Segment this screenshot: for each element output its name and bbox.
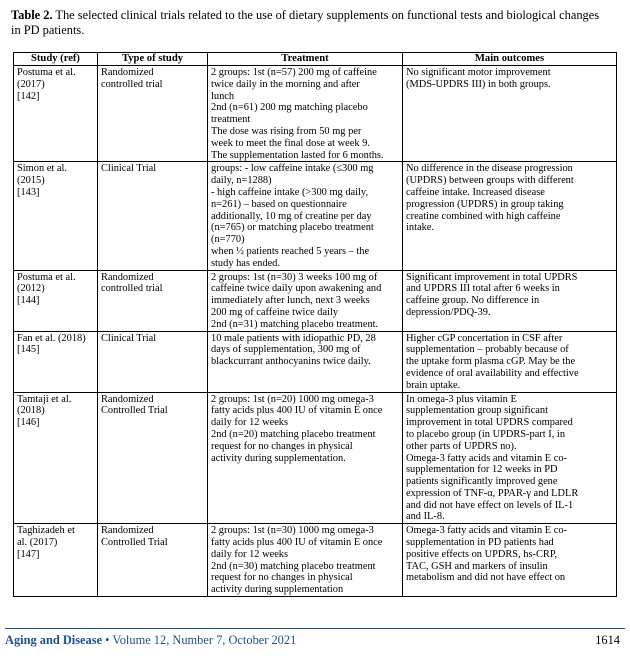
type-cell-line: Randomized [101, 393, 154, 405]
treatment-cell-line: daily for 12 weeks [211, 417, 289, 429]
outcomes-cell-line: and did not have effect on levels of IL-1 [406, 499, 574, 511]
study-cell [14, 524, 98, 597]
study-cell [14, 392, 98, 524]
type-cell-line: Randomized [101, 525, 154, 537]
type-cell [98, 392, 208, 524]
treatment-cell [208, 270, 403, 331]
treatment-cell-line: - high caffeine intake (>300 mg daily, [211, 186, 369, 198]
study-cell-line: [146] [17, 417, 40, 429]
outcomes-cell-line: expression of TNF-α, PPAR-γ and LDLR [406, 487, 579, 499]
outcomes-cell-line: positive effects on UPDRS, hs-CRP, [406, 548, 558, 560]
outcomes-cell-line: evidence of oral availability and effective [406, 367, 579, 379]
treatment-cell-line: caffeine twice daily upon awakening and [211, 283, 382, 295]
outcomes-cell-line: creatine combined with high caffeine [406, 210, 561, 222]
treatment-cell-line: daily, n=1288) [211, 175, 272, 187]
treatment-cell-line: 200 mg of caffeine twice daily [211, 306, 339, 318]
outcomes-cell-line: Omega-3 fatty acids and vitamin E co- [406, 525, 567, 537]
treatment-cell-line: twice daily in the morning and after [211, 78, 360, 90]
treatment-cell-line: blackcurrant anthocyanins twice daily. [211, 356, 371, 368]
study-cell-line: (2017) [17, 78, 45, 90]
treatment-cell-line: 2 groups: 1st (n=20) 1000 mg omega-3 [211, 393, 374, 405]
treatment-cell-line: study has ended. [211, 257, 280, 269]
outcomes-cell-line: the uptake form plasma cGP. May be the [406, 356, 576, 368]
outcomes-cell [403, 392, 617, 524]
journal-name: Aging and Disease [5, 633, 103, 647]
type-cell [98, 331, 208, 392]
type-cell-line: Controlled Trial [101, 537, 168, 549]
treatment-cell [208, 392, 403, 524]
treatment-cell-line: treatment [211, 114, 251, 126]
treatment-cell-line: fatty acids plus 400 IU of vitamin E once [211, 537, 383, 549]
study-cell-line: [145] [17, 344, 40, 356]
study-cell-line: Tamtaji et al. [17, 393, 72, 405]
outcomes-cell-line: and UPDRS III total after 6 weeks in [406, 283, 560, 295]
outcomes-cell-line: (UPDRS) between groups with different [406, 175, 574, 187]
table-row [14, 270, 617, 331]
type-cell [98, 162, 208, 270]
treatment-cell-line: daily for 12 weeks [211, 548, 289, 560]
study-cell-line: (2015) [17, 175, 45, 187]
treatment-cell-line: when ½ patients reached 5 years – the [211, 245, 370, 257]
outcomes-cell-line: improvement in total UPDRS compared [406, 417, 573, 429]
outcomes-cell-line: caffeine intake. Increased disease [406, 186, 545, 198]
type-cell-line: controlled trial [101, 78, 163, 90]
outcomes-cell-line: depression/PDQ-39. [406, 306, 491, 318]
study-cell-line: Taghizadeh et [17, 525, 75, 537]
outcomes-cell-line: and IL-8. [406, 511, 445, 523]
study-cell-line: al. (2017) [17, 537, 58, 549]
outcomes-cell-line: (MDS-UPDRS III) in both groups. [406, 78, 551, 90]
treatment-cell-line: 2nd (n=61) 200 mg matching placebo [211, 102, 368, 114]
treatment-cell-line: request for no changes in physical [211, 440, 353, 452]
outcomes-cell-line: to placebo group (in UPDRS-part I, in [406, 428, 566, 440]
outcomes-cell-line: No significant motor improvement [406, 67, 551, 78]
type-cell [98, 270, 208, 331]
table-header-row [14, 53, 617, 66]
treatment-cell-line: activity during supplementation [211, 584, 344, 596]
outcomes-cell-line: supplementation for 12 weeks in PD [406, 464, 558, 476]
treatment-cell-line: request for no changes in physical [211, 572, 353, 584]
treatment-cell-line: 2 groups: 1st (n=57) 200 mg of caffeine [211, 67, 377, 78]
outcomes-cell [403, 524, 617, 597]
study-cell-line: [147] [17, 548, 40, 560]
treatment-cell-line: 10 male patients with idiopathic PD, 28 [211, 332, 376, 344]
study-cell-line: [144] [17, 295, 40, 307]
table-row [14, 524, 617, 597]
outcomes-cell-line: progression (UPDRS) in group taking [406, 198, 564, 210]
treatment-cell-line: days of supplementation, 300 mg of [211, 344, 361, 356]
study-cell-line: Postuma et al. [17, 271, 76, 283]
treatment-cell-line: (n=765) or matching placebo treatment [211, 222, 374, 234]
page-number: 1614 [595, 633, 620, 647]
treatment-cell-line: 2 groups: 1st (n=30) 3 weeks 100 mg of [211, 271, 378, 283]
type-cell [98, 524, 208, 597]
treatment-cell-line: n=261) – based on questionnaire [211, 198, 347, 210]
outcomes-cell-line: caffeine group. No difference in [406, 295, 540, 307]
outcomes-cell-line: other parts of UPDRS no). [406, 440, 517, 452]
outcomes-cell-line: patients significantly improved gene [406, 476, 558, 488]
study-cell-line: Simon et al. [17, 163, 67, 175]
outcomes-cell-line: metabolism and did not have effect on [406, 572, 566, 584]
header-treatment: Treatment [208, 53, 403, 66]
outcomes-cell-line: In omega-3 plus vitamin E [406, 393, 517, 405]
header-study: Study (ref) [14, 53, 98, 66]
table-title: The selected clinical trials related to the use of dietary supplements on functional tests and biological changes in PD patients. [11, 8, 600, 37]
treatment-cell-line: 2 groups: 1st (n=30) 1000 mg omega-3 [211, 525, 374, 537]
type-cell-line: Randomized [101, 271, 154, 283]
treatment-cell-line: fatty acids plus 400 IU of vitamin E once [211, 405, 383, 417]
treatment-cell [208, 331, 403, 392]
outcomes-cell-line: supplementation group significant [406, 405, 548, 417]
outcomes-cell [403, 331, 617, 392]
study-cell-line: [142] [17, 90, 40, 102]
study-cell-line: [143] [17, 186, 40, 198]
outcomes-cell-line: brain uptake. [406, 379, 461, 391]
study-cell [14, 66, 98, 162]
treatment-cell-line: immediately after lunch, next 3 weeks [211, 295, 370, 307]
header-type: Type of study [98, 53, 208, 66]
treatment-cell-line: week to meet the final dose at week 9. [211, 137, 370, 149]
treatment-cell-line: 2nd (n=20) matching placebo treatment [211, 428, 376, 440]
table-caption [11, 8, 611, 38]
treatment-cell-line: additionally, 10 mg of creatine per day [211, 210, 372, 222]
outcomes-cell-line: TAC, GSH and markers of insulin [406, 560, 548, 572]
outcomes-cell-line: Omega-3 fatty acids and vitamin E co- [406, 452, 567, 464]
outcomes-cell-line: supplementation in PD patients had [406, 537, 554, 549]
type-cell-line: Randomized [101, 67, 154, 78]
table-row [14, 392, 617, 524]
table-row [14, 66, 617, 162]
outcomes-cell-line: Higher cGP concertation in CSF after [406, 332, 563, 344]
header-outcomes: Main outcomes [403, 53, 617, 66]
outcomes-cell-line: intake. [406, 222, 434, 234]
journal-issue: • Volume 12, Number 7, October 2021 [102, 633, 297, 647]
table-label: Table 2. [11, 8, 53, 22]
type-cell-line: Clinical Trial [101, 332, 157, 344]
type-cell-line: Clinical Trial [101, 163, 157, 175]
study-cell-line: (2018) [17, 405, 45, 417]
page-footer [5, 633, 620, 648]
treatment-cell [208, 162, 403, 270]
study-cell [14, 331, 98, 392]
treatment-cell-line: (n=770) [211, 234, 245, 246]
study-cell-line: (2012) [17, 283, 45, 295]
treatment-cell-line: 2nd (n=30) matching placebo treatment [211, 560, 376, 572]
treatment-cell-line: lunch [211, 90, 235, 102]
treatment-cell-line: The dose was rising from 50 mg per [211, 125, 362, 137]
study-cell [14, 270, 98, 331]
outcomes-cell-line: No difference in the disease progression [406, 163, 573, 175]
outcomes-cell-line: Significant improvement in total UPDRS [406, 271, 578, 283]
table-row [14, 331, 617, 392]
treatment-cell [208, 66, 403, 162]
type-cell-line: controlled trial [101, 283, 163, 295]
treatment-cell-line: groups: - low caffeine intake (≤300 mg [211, 163, 374, 175]
treatment-cell-line: The supplementation lasted for 6 months. [211, 149, 384, 161]
table-row [14, 162, 617, 270]
clinical-trials-table [13, 52, 617, 597]
outcomes-cell [403, 162, 617, 270]
outcomes-cell [403, 66, 617, 162]
type-cell-line: Controlled Trial [101, 405, 168, 417]
study-cell [14, 162, 98, 270]
outcomes-cell-line: supplementation – probably because of [406, 344, 569, 356]
treatment-cell [208, 524, 403, 597]
study-cell-line: Postuma et al. [17, 67, 76, 78]
outcomes-cell [403, 270, 617, 331]
treatment-cell-line: 2nd (n=31) matching placebo treatment. [211, 318, 379, 330]
footer-rule [5, 628, 625, 629]
treatment-cell-line: activity during supplementation. [211, 452, 346, 464]
type-cell [98, 66, 208, 162]
study-cell-line: Fan et al. (2018) [17, 332, 86, 344]
